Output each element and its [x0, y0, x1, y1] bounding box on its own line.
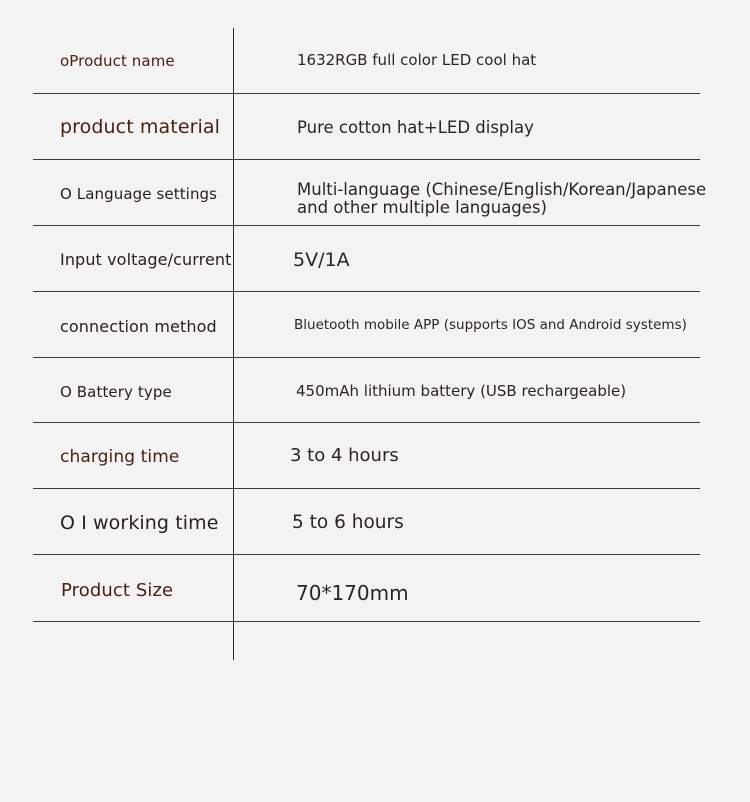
row-divider: [33, 225, 700, 226]
row-divider: [33, 554, 700, 555]
spec-value-size: 70*170mm: [296, 581, 409, 605]
spec-label-material: product material: [60, 116, 221, 138]
spec-value-product-name: 1632RGB full color LED cool hat: [297, 51, 537, 69]
row-divider: [33, 422, 700, 423]
spec-label-voltage: Input voltage/current: [60, 250, 232, 269]
row-divider: [33, 621, 700, 622]
spec-value-language-line2: and other multiple languages): [297, 198, 547, 217]
spec-value-working: 5 to 6 hours: [292, 512, 404, 533]
spec-label-product-name: oProduct name: [60, 52, 175, 70]
row-divider: [33, 488, 700, 489]
row-divider: [33, 291, 700, 292]
spec-label-language: O Language settings: [60, 185, 218, 203]
spec-label-size: Product Size: [61, 580, 174, 601]
spec-value-language-line1: Multi-language (Chinese/English/Korean/Japanese: [297, 180, 707, 199]
spec-label-working: O I working time: [60, 512, 219, 534]
spec-value-charging: 3 to 4 hours: [290, 445, 399, 466]
row-divider: [33, 357, 700, 358]
spec-label-battery: O Battery type: [60, 383, 172, 401]
spec-label-connection: connection method: [60, 317, 217, 336]
spec-value-connection: Bluetooth mobile APP (supports IOS and Android systems): [294, 317, 687, 333]
row-divider: [33, 93, 700, 94]
row-divider: [33, 159, 700, 160]
column-divider: [233, 28, 234, 660]
spec-value-battery: 450mAh lithium battery (USB rechargeable): [296, 382, 627, 400]
spec-value-material: Pure cotton hat+LED display: [297, 118, 534, 137]
spec-value-voltage: 5V/1A: [293, 249, 350, 271]
spec-label-charging: charging time: [60, 447, 180, 467]
